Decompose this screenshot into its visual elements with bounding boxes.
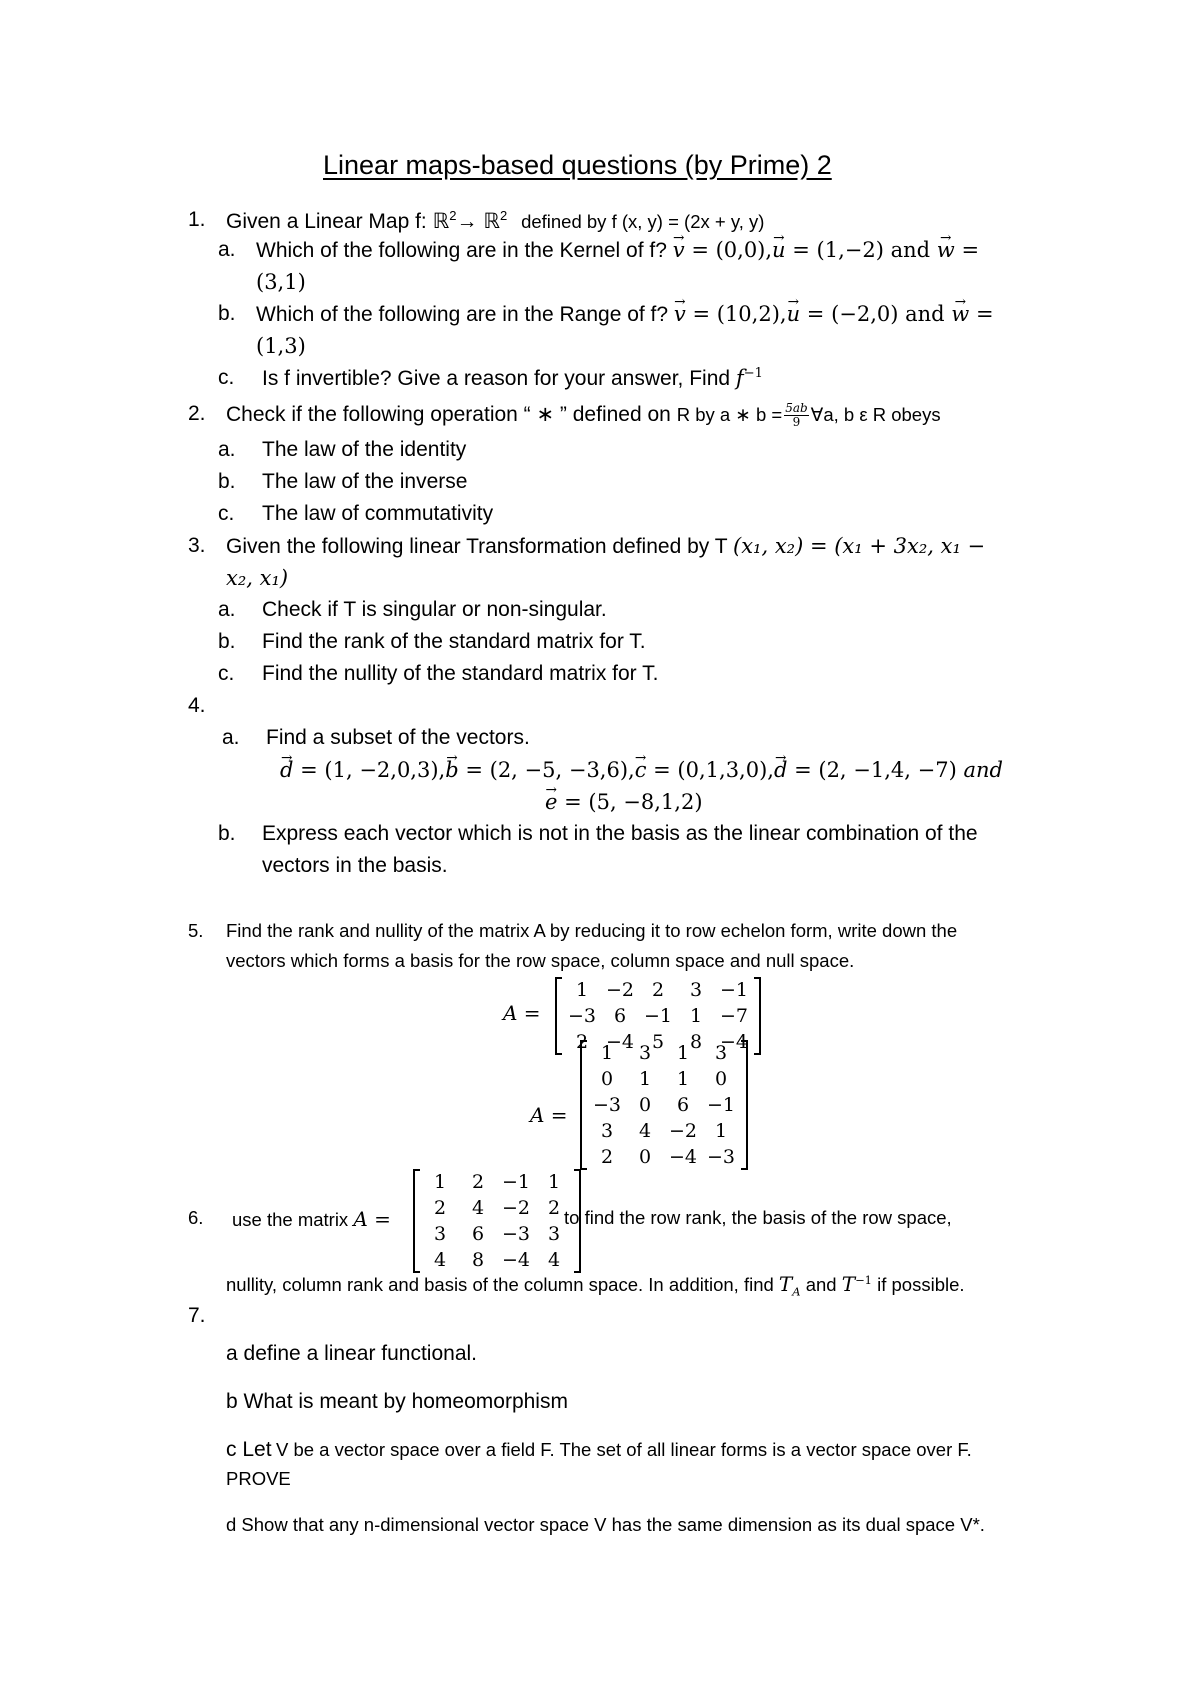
q1c-label: c. (218, 366, 235, 389)
matrix-cell: 4 (547, 1249, 561, 1271)
q3-text: Given the following linear Transformation defined by T (x₁, x₂) = (x₁ + 3x₂, x₁ − (226, 534, 986, 558)
matrix-cell: 2 (547, 1197, 561, 1219)
q5-cont: vectors which forms a basis for the row space, column space and null space. (226, 950, 855, 971)
q4-number: 4. (188, 694, 206, 717)
matrix-cell: 3 (547, 1223, 561, 1245)
matrix-row (421, 1169, 573, 1195)
matrix-cell: 3 (638, 1042, 652, 1064)
q5-text: Find the rank and nullity of the matrix A by reducing it to row echelon form, write down the (226, 920, 958, 941)
matrix-cell: 1 (676, 1042, 690, 1064)
q7b-text: b What is meant by homeomorphism (226, 1390, 568, 1413)
q2a-text: The law of the identity (262, 438, 467, 461)
matrix-cell: 0 (714, 1068, 728, 1090)
q4b-label: b. (218, 822, 236, 845)
q7d-text: d Show that any n-dimensional vector space V has the same dimension as its dual space V*. (226, 1514, 985, 1535)
matrix-row (588, 1144, 740, 1170)
matrix-row (421, 1247, 573, 1273)
q2-number: 2. (188, 402, 206, 425)
matrix-cell: 3 (714, 1042, 728, 1064)
q6-cont: nullity, column rank and basis of the column space. In addition, find $T_A$ and $T^{-1}$ if possible. (226, 1272, 965, 1299)
matrix-cell: 4 (433, 1249, 447, 1271)
q5-matrix2 (580, 1040, 748, 1170)
q6-pre: use the matrix A = (232, 1207, 391, 1231)
matrix-cell: 4 (471, 1197, 485, 1219)
matrix-cell: 3 (689, 979, 703, 1001)
matrix-cell: 1 (433, 1171, 447, 1193)
q1b-label: b. (218, 302, 236, 325)
matrix-cell: 6 (613, 1005, 627, 1027)
matrix-cell: 2 (575, 1031, 589, 1053)
q2a-label: a. (218, 438, 236, 461)
page-title: Linear maps-based questions (by Prime) 2 (323, 150, 832, 180)
matrix-cell: −4 (605, 1031, 634, 1053)
q7c-text: c Let V be a vector space over a field F. The set of all linear forms is a vector space over F. (226, 1438, 972, 1461)
q2b-text: The law of the inverse (262, 470, 468, 493)
q5-number: 5. (188, 920, 204, 941)
matrix-cell: 1 (689, 1005, 703, 1027)
q2b-label: b. (218, 470, 236, 493)
q2c-label: c. (218, 502, 235, 525)
q7a-text: a define a linear functional. (226, 1342, 478, 1365)
matrix-cell: 5 (651, 1031, 665, 1053)
q1c-text: Is f invertible? Give a reason for your answer, Find $f^{-1}$ (262, 366, 763, 390)
matrix-cell: −3 (592, 1094, 621, 1116)
matrix-row (588, 1066, 740, 1092)
matrix-cell: −3 (567, 1005, 596, 1027)
matrix-cell: −1 (643, 1005, 672, 1027)
q5-matrix1-label: A = (503, 1001, 541, 1025)
matrix-cell: 1 (575, 979, 589, 1001)
matrix-cell: −1 (501, 1171, 530, 1193)
q1a-label: a. (218, 238, 236, 261)
q2c-text: The law of commutativity (262, 502, 494, 525)
matrix-cell: 1 (600, 1042, 614, 1064)
q3-number: 3. (188, 534, 206, 557)
q3c-label: c. (218, 662, 235, 685)
matrix-cell: 2 (651, 979, 665, 1001)
matrix-cell: −2 (668, 1120, 697, 1142)
matrix-cell: 3 (433, 1223, 447, 1245)
matrix-cell: −4 (501, 1249, 530, 1271)
q5-matrix2-label: A = (530, 1103, 568, 1127)
q3b-text: Find the rank of the standard matrix for T. (262, 630, 646, 653)
matrix-cell: 8 (689, 1031, 703, 1053)
matrix-cell: 3 (600, 1120, 614, 1142)
matrix-cell: 0 (600, 1068, 614, 1090)
matrix-cell: 0 (638, 1146, 652, 1168)
matrix-row (588, 1040, 740, 1066)
matrix-cell: 4 (638, 1120, 652, 1142)
q1b-cont: (1,3) (256, 334, 306, 358)
q4-vectors-line2: → e = (5, −8,1,2) (545, 790, 703, 814)
q3-cont: x₂, x₁) (226, 566, 289, 590)
matrix-row (588, 1092, 740, 1118)
q4b-cont: vectors in the basis. (262, 854, 448, 877)
matrix-row (563, 977, 753, 1003)
q3a-label: a. (218, 598, 236, 621)
matrix-cell: 2 (433, 1197, 447, 1219)
fraction-5ab-over-9: $\frac{5ab}{9}$ (785, 401, 808, 429)
q3b-label: b. (218, 630, 236, 653)
q1-number: 1. (188, 208, 206, 231)
matrix-row (563, 1003, 753, 1029)
q1a-text: Which of the following are in the Kernel of f? → v = (0,0),→ u = (1,−2) and → w = (256, 238, 979, 263)
matrix-cell: 2 (471, 1171, 485, 1193)
q6-matrix (413, 1169, 581, 1273)
matrix-row (421, 1195, 573, 1221)
q7-number: 7. (188, 1304, 206, 1327)
matrix-cell: −7 (719, 1005, 748, 1027)
matrix-cell: 1 (714, 1120, 728, 1142)
q6-post: to find the row rank, the basis of the row space, (564, 1207, 952, 1228)
matrix-cell: 6 (676, 1094, 690, 1116)
q6-number: 6. (188, 1207, 204, 1228)
q4a-text: Find a subset of the vectors. (266, 726, 530, 749)
q2-text: Check if the following operation “ ∗ ” defined on R by a ∗ b = $\frac{5ab}{9}$ ∀a, b ε R obeys (226, 401, 941, 429)
q4a-label: a. (222, 726, 240, 749)
matrix-cell: 1 (638, 1068, 652, 1090)
q7c-cont: PROVE (226, 1468, 291, 1489)
matrix-cell: −4 (719, 1031, 748, 1053)
matrix-cell: −4 (668, 1146, 697, 1168)
q3a-text: Check if T is singular or non-singular. (262, 598, 607, 621)
q1b-text: Which of the following are in the Range of f? → v = (10,2),→ u = (−2,0) and → w = (256, 302, 994, 327)
matrix-cell: 2 (600, 1146, 614, 1168)
matrix-cell: −2 (605, 979, 634, 1001)
q4-vectors-line1: → d = (1, −2,0,3),→ b = (2, −5, −3,6),→ c = (0,1,3,0),→ d = (2, −1,4, −7) and (280, 758, 1003, 782)
matrix-cell: 1 (547, 1171, 561, 1193)
matrix-cell: −3 (706, 1146, 735, 1168)
matrix-cell: −1 (706, 1094, 735, 1116)
q4b-text: Express each vector which is not in the basis as the linear combination of the (262, 822, 978, 845)
matrix-cell: 6 (471, 1223, 485, 1245)
q3c-text: Find the nullity of the standard matrix for T. (262, 662, 659, 685)
q1-intro: Given a Linear Map f: ℝ$^2$→ ℝ$^2$ defined by f (x, y) = (2x + y, y) (226, 208, 765, 233)
matrix-cell: −3 (501, 1223, 530, 1245)
matrix-cell: 8 (471, 1249, 485, 1271)
matrix-cell: 0 (638, 1094, 652, 1116)
matrix-cell: −1 (719, 979, 748, 1001)
matrix-row (421, 1221, 573, 1247)
matrix-cell: 1 (676, 1068, 690, 1090)
matrix-cell: −2 (501, 1197, 530, 1219)
matrix-row (588, 1118, 740, 1144)
q1a-cont: (3,1) (256, 270, 306, 294)
